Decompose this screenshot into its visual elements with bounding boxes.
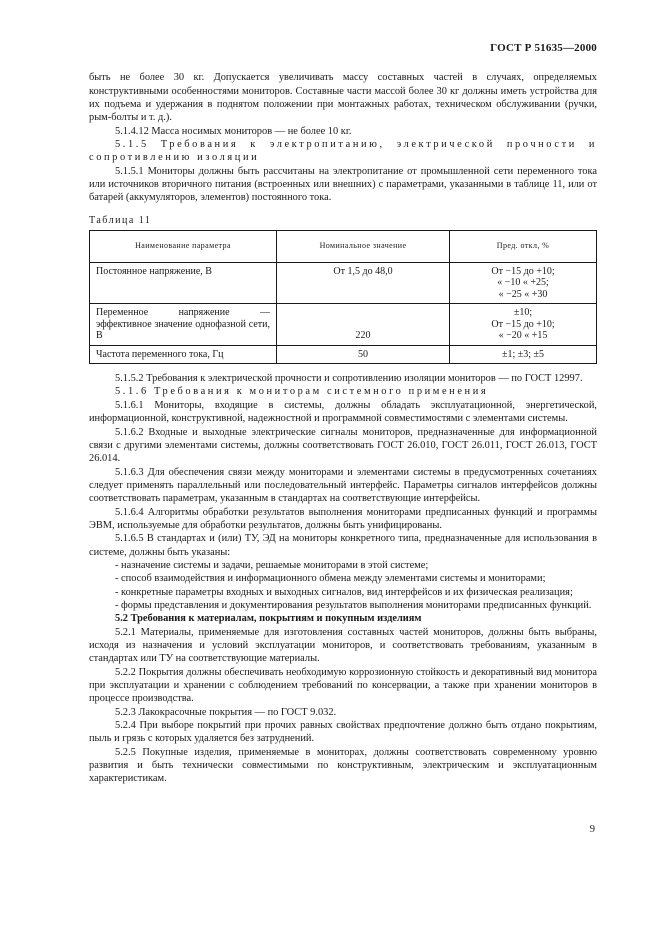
paragraph: быть не более 30 кг. Допускается увеличивать массу составных частей в случаях, определяемых конструктивными особенностями мониторов. Составные части массой более 30 кг должны иметь устройства для их подъема и удержания в поднятом положении при монтажных работах, техническом обслуживании (ручки, рым-болты и т. д.).	[89, 72, 597, 124]
paragraph: 5.1.5.1 Мониторы должны быть рассчитаны на электропитание от промышленной сети переменного тока или источников вторичного питания (встроенных или внешних) с параметрами, указанными в таблице 11, или от батарей (аккумуляторов, элементов) постоянного тока.	[89, 165, 597, 204]
paragraph: 5.2 Требования к материалам, покрытиям и покупным изделиям	[115, 613, 422, 625]
deviation-line: От −15 до +10;	[491, 265, 555, 277]
table-11	[89, 230, 597, 364]
table-header-name: Наименование параметра	[90, 231, 277, 263]
cell-parameter: Постоянное напряжение, В	[90, 262, 277, 304]
paragraph: 5.2.2 Покрытия должны обеспечивать необходимую коррозионную стойкость и декоративный вид монитора при эксплуатации и хранении с соблюдением требований по консервации, а также при хранении мониторов в процессе производства.	[89, 666, 597, 705]
table-row	[90, 345, 597, 364]
cell-deviation	[450, 304, 597, 346]
deviation-line: « −20 « +15	[498, 330, 548, 342]
paragraph: - способ взаимодействия и информационного обмена между элементами системы и мониторами;	[115, 573, 546, 585]
paragraph: 5.2.3 Лакокрасочные покрытия — по ГОСТ 9.032.	[115, 706, 337, 718]
cell-parameter: Переменное напряжение — эффективное значение однофазной сети, В	[90, 304, 277, 346]
table-row	[90, 304, 597, 346]
text-block-1	[89, 71, 597, 204]
table-row	[90, 262, 597, 304]
paragraph: 5.2.4 При выборе покрытий при прочих равных свойствах предпочтение должно быть отдано покрытиям, пыль и грязь с которых удаляется без затруднений.	[89, 720, 597, 745]
table-header-nominal: Номинальное значение	[277, 231, 450, 263]
deviation-line: ±10;	[513, 307, 533, 319]
table-header-row	[90, 231, 597, 263]
cell-deviation	[450, 345, 597, 364]
paragraph: - формы представления и документирования результатов выполнения мониторами предписанных функций.	[115, 599, 592, 611]
table-header-deviation: Пред. откл, %	[450, 231, 597, 263]
deviation-line: ±1; ±3; ±5	[501, 348, 545, 360]
cell-nominal: 50	[277, 345, 450, 364]
paragraph: 5.1.6.4 Алгоритмы обработки результатов выполнения мониторами предписанных функций и программы ЭВМ, используемые для обработки результатов, должны быть унифицированы.	[89, 506, 597, 531]
cell-deviation	[450, 262, 597, 304]
paragraph: 5.2.1 Материалы, применяемые для изготовления составных частей мониторов, должны быть выбраны, исходя из назначения и условий эксплуатации мониторов, и соответствовать требованиям, указанным в стандартах или ТУ на соответствующие материалы.	[89, 626, 597, 665]
paragraph: 5.1.4.12 Масса носимых мониторов — не более 10 кг.	[115, 125, 352, 137]
cell-nominal: От 1,5 до 48,0	[277, 262, 450, 304]
paragraph: 5.1.6 Требования к мониторам системного применения	[115, 386, 489, 398]
cell-nominal: 220	[277, 304, 450, 346]
cell-parameter: Частота переменного тока, Гц	[90, 345, 277, 364]
paragraph: - назначение системы и задачи, решаемые мониторами в этой системе;	[115, 559, 429, 571]
paragraph: 5.2.5 Покупные изделия, применяемые в мониторах, должны соответствовать современному уровню развития и быть технически совместимыми по конструктивным, электрическим и эксплуатационным характеристикам.	[89, 746, 597, 785]
deviation-line: « −10 « +25;	[497, 277, 549, 289]
paragraph: 5.1.5.2 Требования к электрической прочности и сопротивлению изоляции мониторов — по ГОСТ 12997.	[115, 373, 583, 385]
page-number: 9	[589, 824, 595, 835]
paragraph: - конкретные параметры входных и выходных сигналов, вид интерфейсов и их физическая реализация;	[115, 586, 573, 598]
text-block-2	[89, 372, 597, 786]
paragraph: 5.1.6.2 Входные и выходные электрические сигналы мониторов, предназначенные для информационной связи с другими элементами системы, должны соответствовать ГОСТ 26.010, ГОСТ 26.011, ГОСТ 26.013, ГОСТ 26.014.	[89, 426, 597, 465]
paragraph: 5.1.6.5 В стандартах и (или) ТУ, ЭД на мониторы конкретного типа, предназначенные для использования в системе, должны быть указаны:	[89, 533, 597, 558]
paragraph: 5.1.6.3 Для обеспечения связи между мониторами и элементами системы в предусмотренных сочетаниях следует применять параллельный или последовательный интерфейс. Параметры сигналов интерфейсов должны соответствовать параметрам, указанным в стандартах на соответствующие интерфейсы.	[89, 466, 597, 505]
deviation-line: От −15 до +10;	[491, 318, 555, 330]
paragraph: 5.1.5 Требования к электропитанию, электрической прочности и сопротивлению изоляции	[89, 139, 597, 164]
deviation-line: « −25 « +30	[498, 288, 548, 300]
page-header: ГОСТ Р 51635—2000	[490, 42, 597, 54]
paragraph: 5.1.6.1 Мониторы, входящие в системы, должны обладать эксплуатационной, энергетической, информационной, конструктивной, надежностной и программной совместимостями с элементами системы.	[89, 399, 597, 425]
table-caption: Таблица 11	[89, 214, 152, 226]
